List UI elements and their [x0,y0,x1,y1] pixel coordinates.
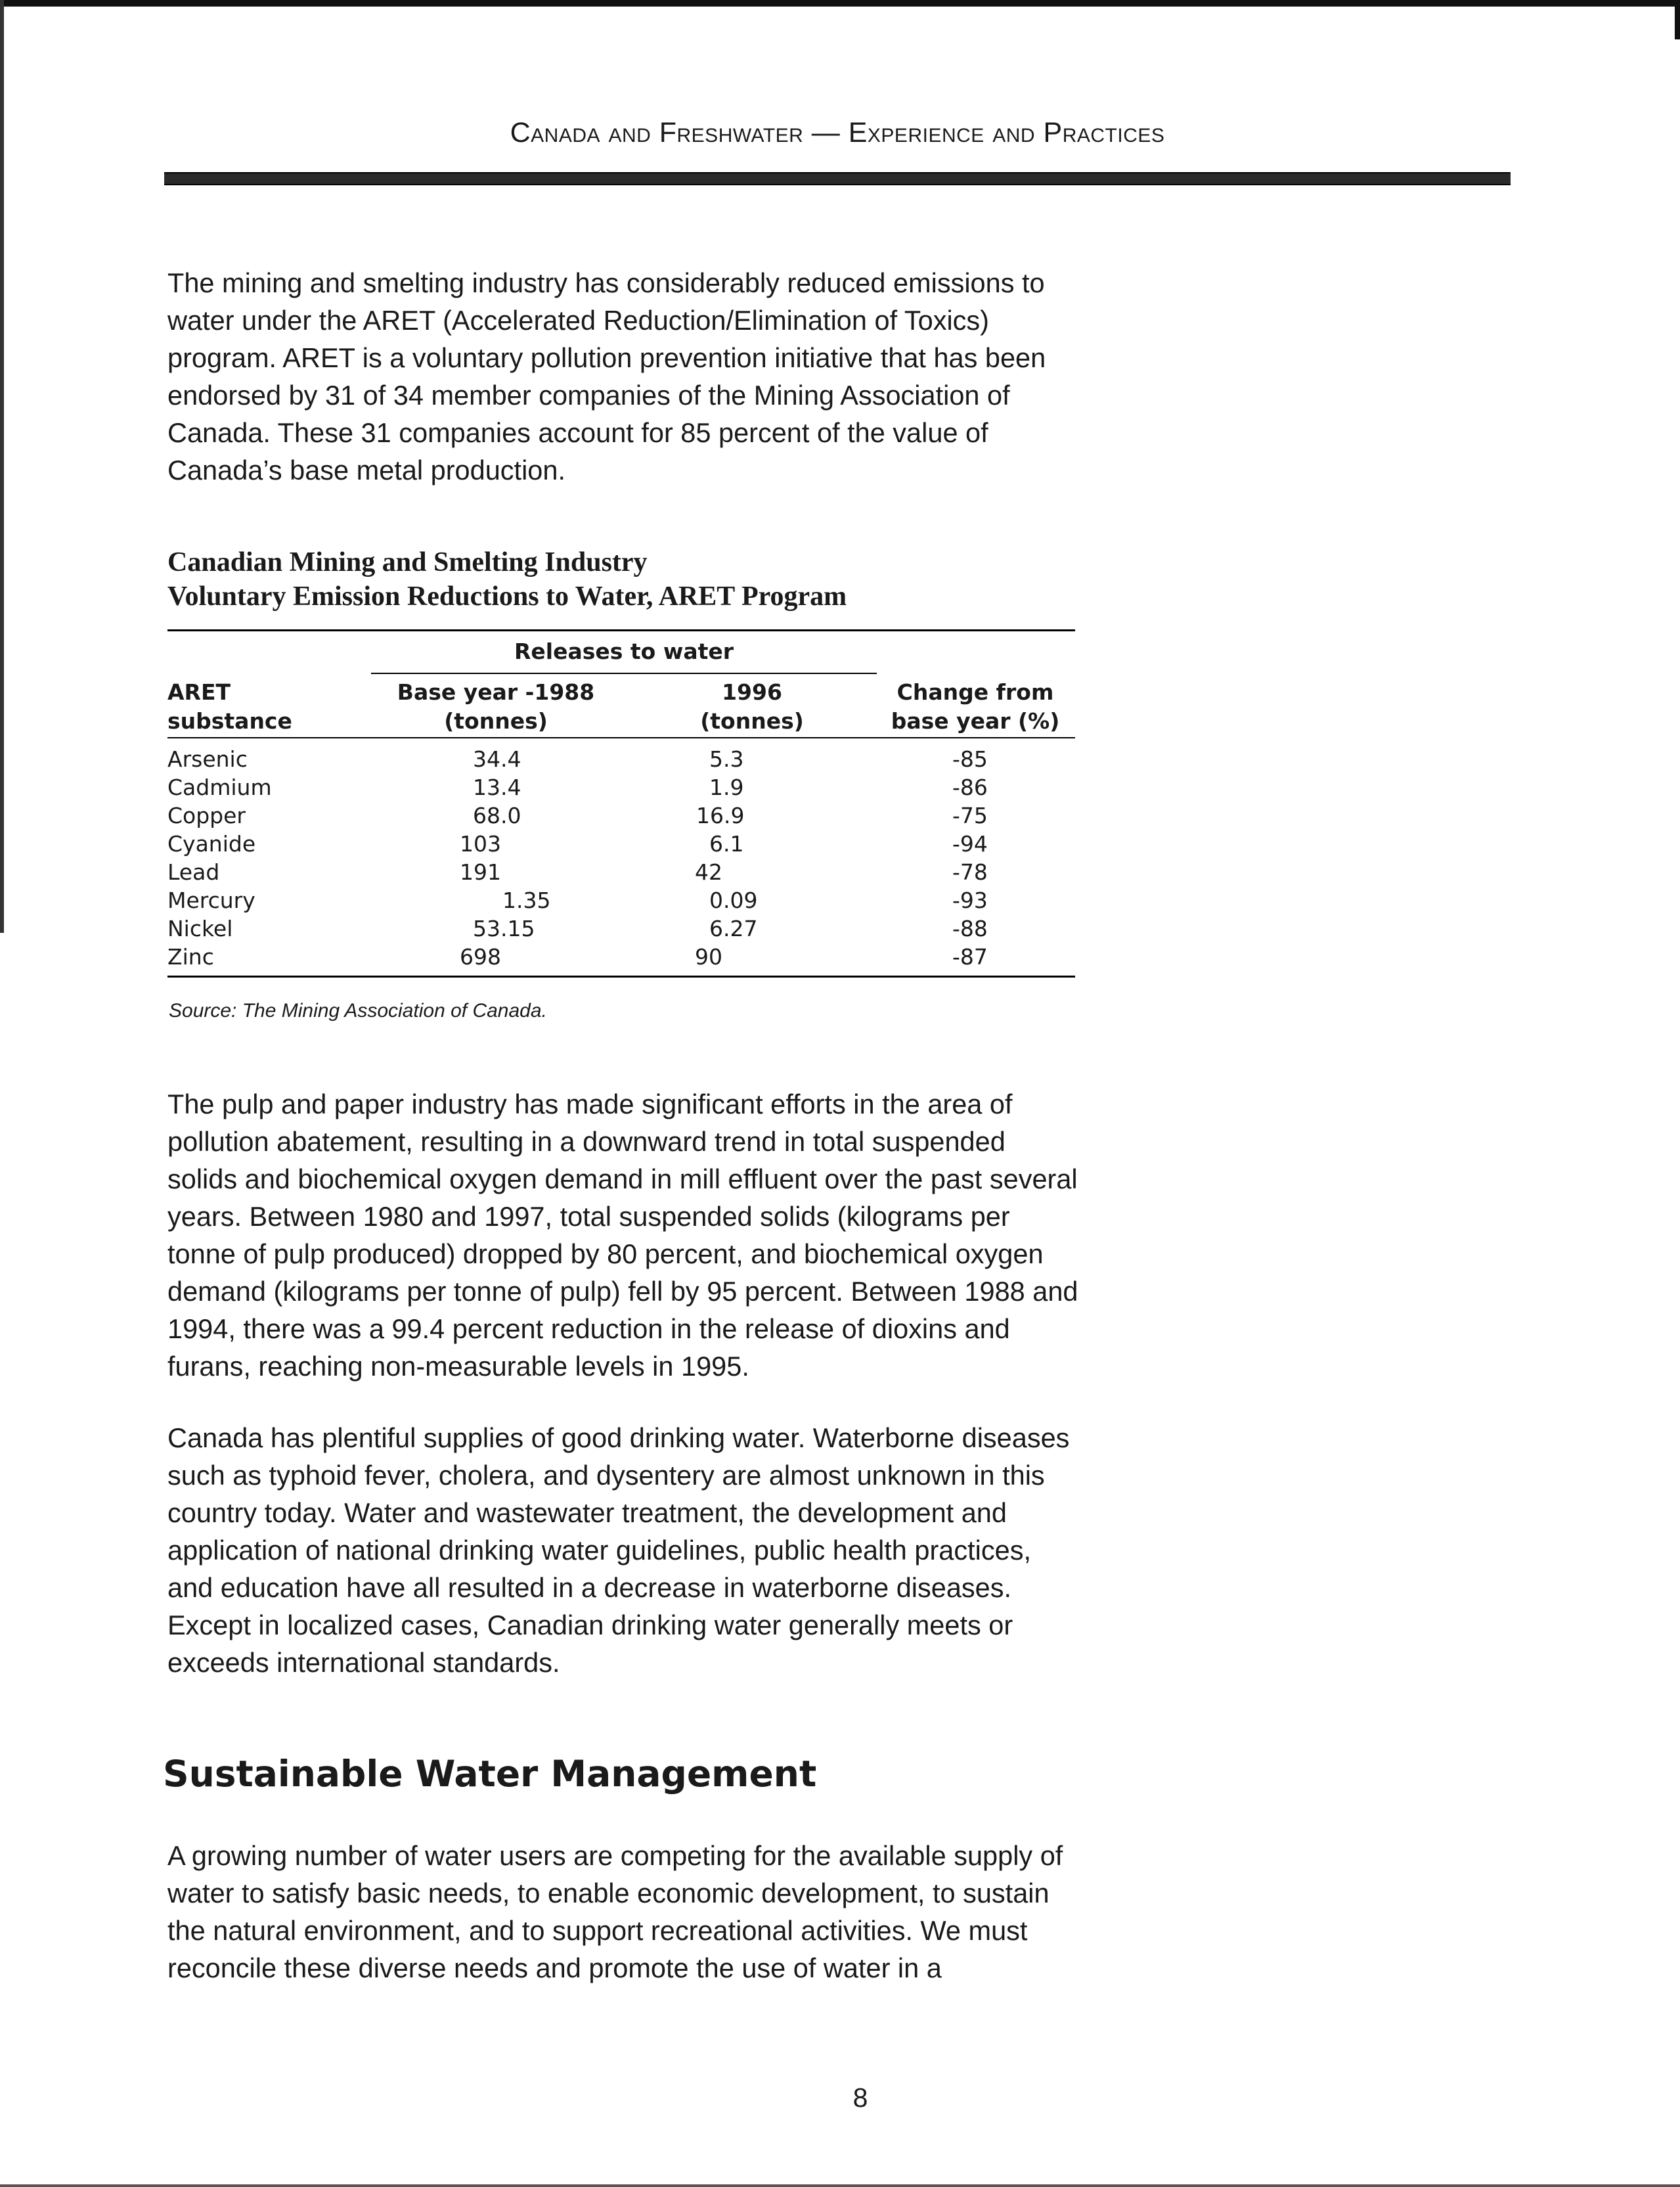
table-cell-substance: Mercury [167,888,255,913]
table-cell-substance: Nickel [167,916,233,941]
table-cell-base: 1.35 [502,888,551,913]
sustainable-paragraph: A growing number of water users are competing for the available supply of water to satisfy basic needs, to enable economic development, to sustain the natural environment, and to support recreational activities. We must reconcile these diverse needs and promote the use of water in a [167,1840,1063,1983]
col-header-substance: ARET substance [167,679,292,734]
table-cell-base: 103 [460,831,501,857]
table-cell-change: -94 [952,831,988,857]
table-cell-change: -75 [952,803,988,828]
table-title [167,545,1087,614]
table-source-note: Source: The Mining Association of Canada. [169,1000,547,1022]
page-number: 8 [852,2083,868,2113]
table-cell-1996: 16.9 [696,803,745,828]
intro-paragraph: The mining and smelting industry has considerably reduced emissions to water under the ARET (Accelerated Reduction/Elimination of Toxics) program. ARET is a voluntary pollution prevention initiative that has been endorsed by 31 of 34 member companies of the Mining Association of Canada. These 31 companies account for 85 percent of the value of Canada’s base metal production. [167,267,1046,485]
table-cell-1996: 5.3 [709,746,744,772]
drinking-water-paragraph: Canada has plentiful supplies of good drinking water. Waterborne diseases such as typhoid fever, cholera, and dysentery are almost unknown in this country today. Water and wastewater treatment, the development and application of national drinking water guidelines, public health practices, and education have all resulted in a decrease in waterborne diseases. Except in localized cases, Canadian drinking water generally meets or exceeds international standards. [167,1422,1070,1678]
col-header-1996: 1996 (tonnes) [700,679,804,734]
table-cell-change: -87 [952,944,988,970]
col-header-base-year: Base year -1988 (tonnes) [397,679,595,734]
table-cell-base: 68.0 [473,803,521,828]
scan-border-right [1675,0,1680,39]
table-cell-1996: 0.09 [709,888,758,913]
table-cell-change: -93 [952,888,988,913]
table-cell-base: 698 [460,944,501,970]
table-header-rule [167,737,1075,738]
table-cell-1996: 1.9 [709,775,744,800]
table-title-line-2: Voluntary Emission Reductions to Water, ARET Program [167,581,847,612]
table-cell-base: 13.4 [473,775,521,800]
table-cell-substance: Cyanide [167,831,256,857]
scan-border-left [0,0,4,933]
running-head: Canada and Freshwater — Experience and Practices [510,117,1165,148]
table-cell-base: 53.15 [473,916,535,941]
header-rule [164,172,1511,185]
table-cell-substance: Lead [167,859,220,885]
table-cell-base: 34.4 [473,746,521,772]
table-cell-substance: Copper [167,803,246,828]
table-title-line-1: Canadian Mining and Smelting Industry [167,547,648,577]
table-cell-1996: 6.1 [709,831,744,857]
group-header: Releases to water [514,639,734,664]
group-header-rule [371,673,877,674]
table-cell-substance: Zinc [167,944,214,970]
scan-border-bottom [0,2184,1680,2187]
table-cell-1996: 42 [695,859,722,885]
pulp-paper-paragraph: The pulp and paper industry has made significant efforts in the area of pollution abatement, resulting in a downward trend in total suspended solids and biochemical oxygen demand in mill effluent over the past several years. Between 1980 and 1997, total suspended solids (kilograms per tonne of pulp produced) dropped by 80 percent, and biochemical oxygen demand (kilograms per tonne of pulp) fell by 95 percent. Between 1988 and 1994, there was a 99.4 percent reduction in the release of dioxins and furans, reaching non-measurable levels in 1995. [167,1089,1078,1382]
table-cell-1996: 90 [695,944,722,970]
scan-border-top [0,0,1680,7]
table-top-rule [167,629,1075,631]
table-cell-change: -78 [952,859,988,885]
col-header-change: Change from base year (%) [891,679,1060,734]
table-cell-change: -85 [952,746,988,772]
section-heading: Sustainable Water Management [163,1753,817,1795]
table-cell-base: 191 [460,859,501,885]
table-cell-change: -86 [952,775,988,800]
table-bottom-rule [167,976,1075,978]
table-cell-1996: 6.27 [709,916,758,941]
table-cell-change: -88 [952,916,988,941]
table-cell-substance: Cadmium [167,775,272,800]
table-cell-substance: Arsenic [167,746,248,772]
